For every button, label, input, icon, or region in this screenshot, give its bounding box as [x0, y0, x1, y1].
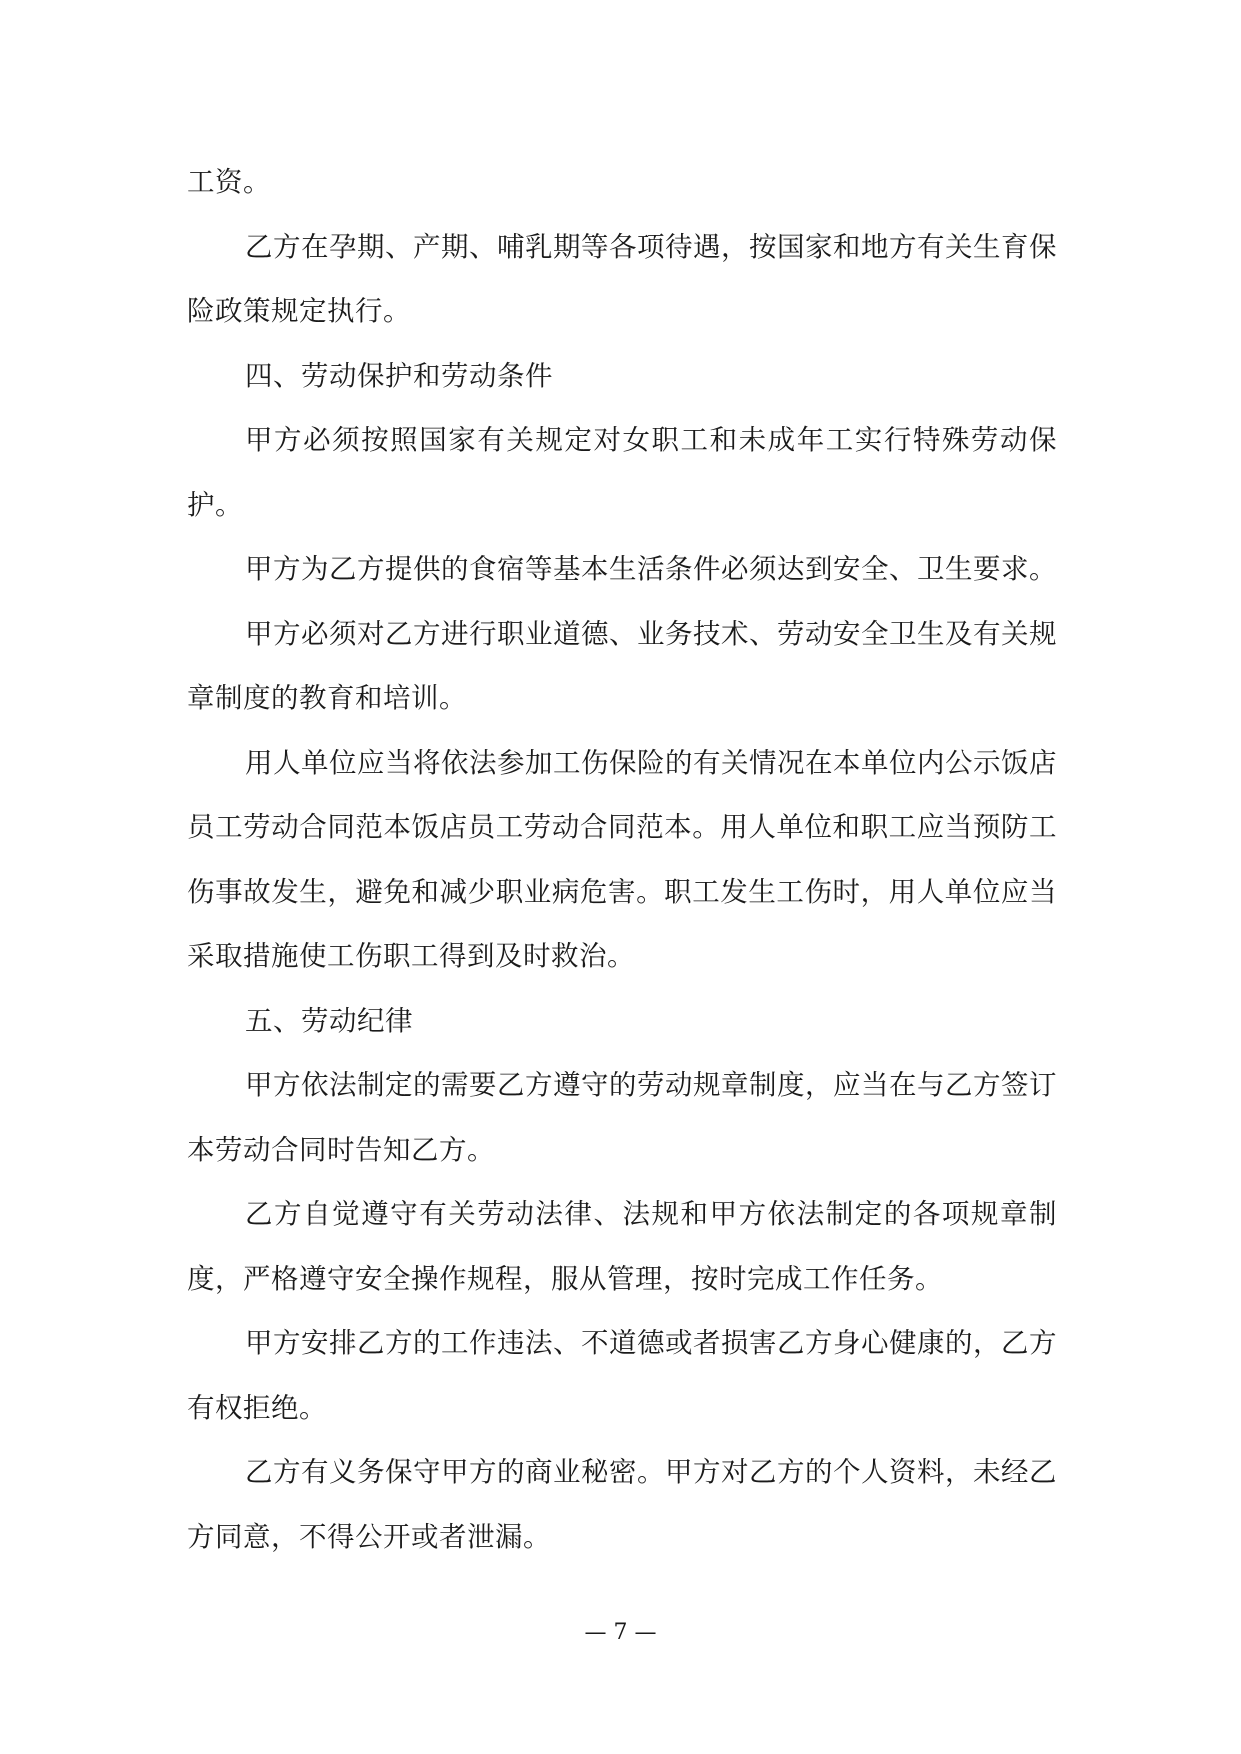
paragraph-continuation: 工资。 — [187, 166, 271, 198]
paragraph-living-conditions: 甲方为乙方提供的食宿等基本生活条件必须达到安全、卫生要求。 — [245, 553, 1057, 585]
paragraph-maternity-benefits: 乙方在孕期、产期、哺乳期等各项待遇，按国家和地方有关生育保险政策规定执行。 — [187, 230, 1057, 327]
paragraph-work-injury-insurance: 用人单位应当将依法参加工伤保险的有关情况在本单位内公示饭店员工劳动合同范本饭店员工劳动合同范本。用人单位和职工应当预防工伤事故发生，避免和减少职业病危害。职工发生工伤时，用人单位应当采取措施使工伤职工得到及时救治。 — [187, 746, 1057, 972]
paragraph-right-to-refuse: 甲方安排乙方的工作违法、不道德或者损害乙方身心健康的，乙方有权拒绝。 — [187, 1327, 1057, 1424]
section-heading-labor-discipline: 五、劳动纪律 — [245, 1004, 413, 1037]
page-number: — 7 — — [584, 1620, 657, 1645]
section-heading-labor-protection: 四、劳动保护和劳动条件 — [245, 359, 553, 392]
document-body — [187, 150, 1057, 1569]
paragraph-confidentiality: 乙方有义务保守甲方的商业秘密。甲方对乙方的个人资料，未经乙方同意，不得公开或者泄漏。 — [187, 1456, 1057, 1553]
paragraph-training: 甲方必须对乙方进行职业道德、业务技术、劳动安全卫生及有关规章制度的教育和培训。 — [187, 617, 1057, 714]
paragraph-special-protection: 甲方必须按照国家有关规定对女职工和未成年工实行特殊劳动保护。 — [187, 424, 1057, 521]
paragraph-compliance: 乙方自觉遵守有关劳动法律、法规和甲方依法制定的各项规章制度，严格遵守安全操作规程，服从管理，按时完成工作任务。 — [187, 1198, 1057, 1295]
paragraph-rules-notification: 甲方依法制定的需要乙方遵守的劳动规章制度，应当在与乙方签订本劳动合同时告知乙方。 — [187, 1069, 1057, 1166]
